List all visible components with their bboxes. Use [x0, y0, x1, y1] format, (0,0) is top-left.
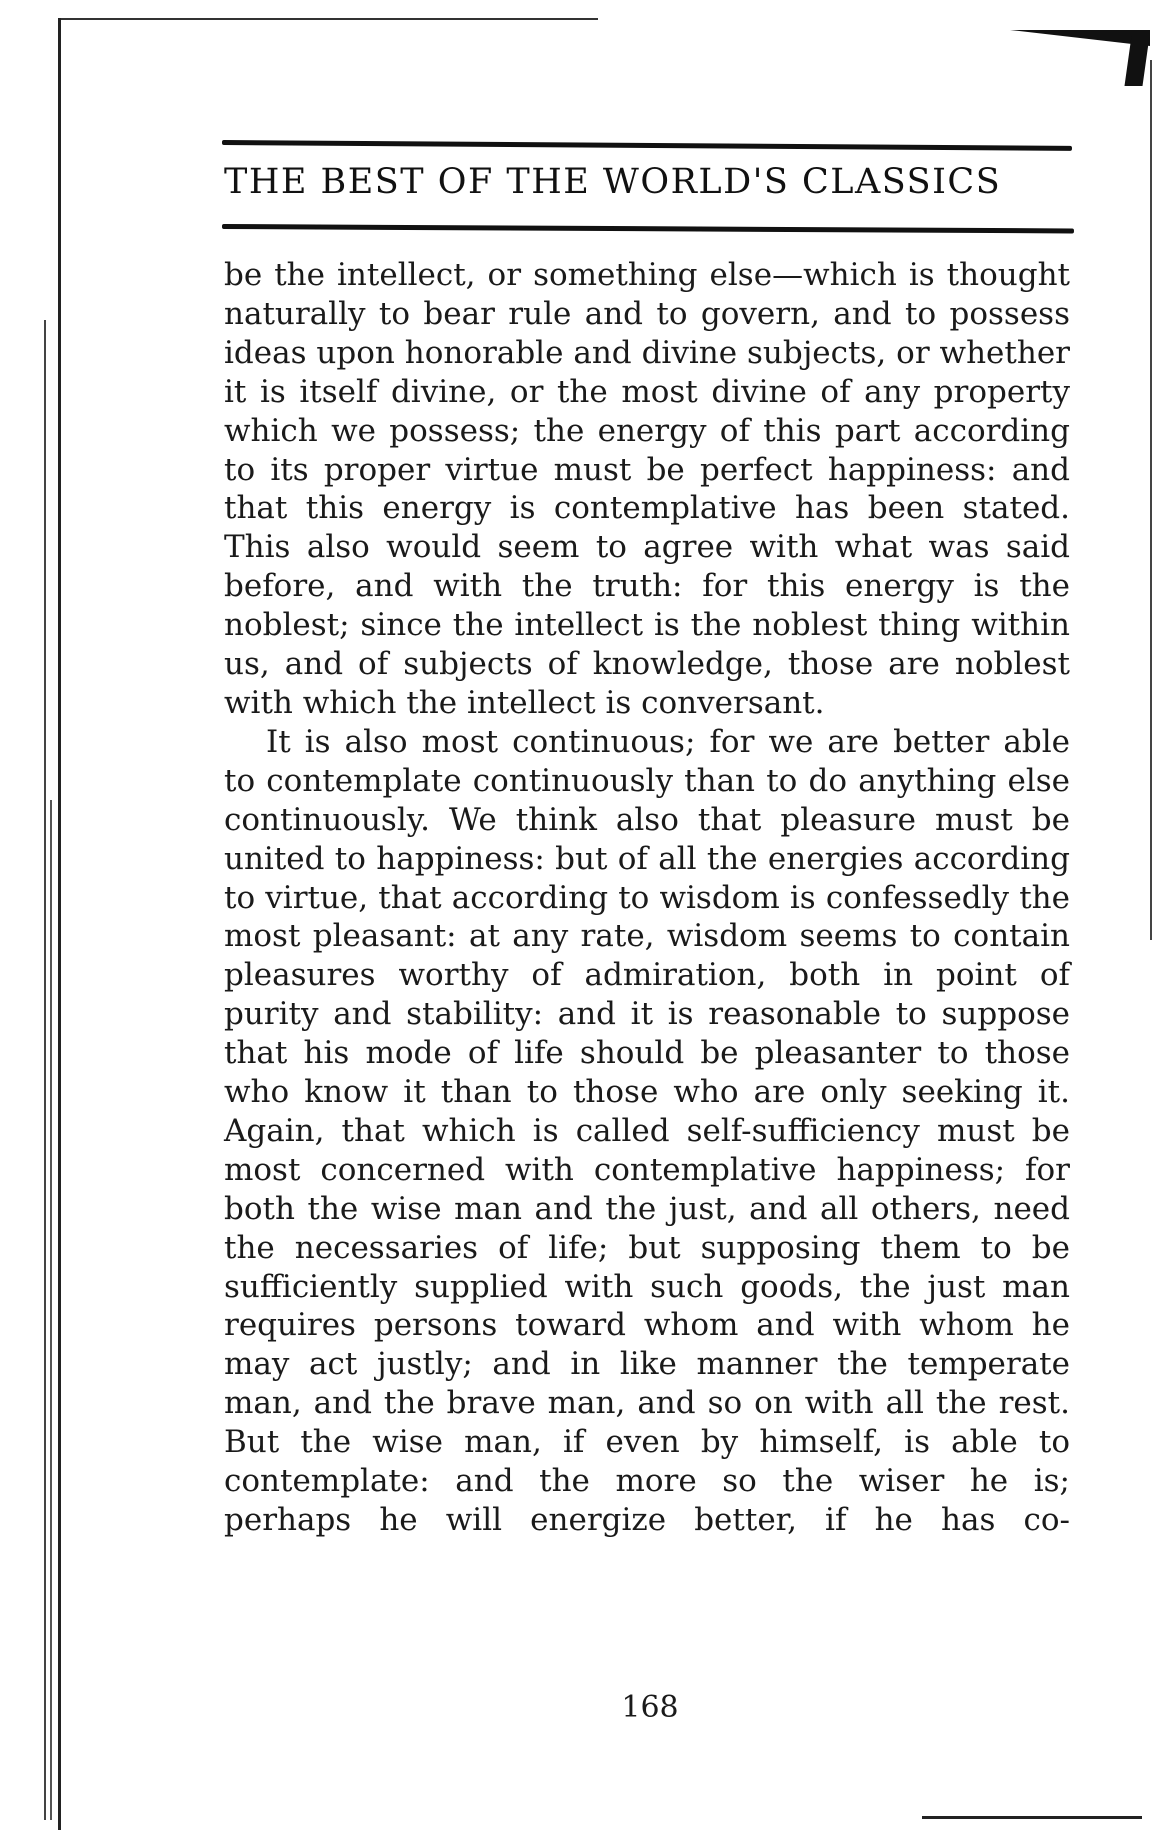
scan-edge-bottom [922, 1816, 1142, 1819]
scan-edge-top [58, 18, 598, 20]
header-rule-top [222, 140, 1072, 151]
page-number: 168 [621, 1690, 679, 1725]
scan-edge-left [58, 18, 61, 1830]
scan-edge-left-inner-2 [50, 800, 52, 1820]
body-text [224, 256, 1070, 1540]
scan-edge-right [1150, 60, 1152, 940]
scan-corner-shadow [1010, 30, 1150, 46]
running-head: THE BEST OF THE WORLD'S CLASSICS [224, 162, 1002, 202]
header-rule-bottom [222, 224, 1074, 233]
paragraph-2: It is also most continuous; for we are better able to contemplate continuously than to do anything else continuously. We think also that pleasure must be united to happiness: but of all the energies according to virtue, that according to wisdom is confessedly the most pleasant: at any rate, wisdom seems to contain pleasures worthy of admiration, both in point of purity and stability: and it is reasonable to suppose that his mode of life should be pleasanter to those who know it than to those who are only seeking it. Again, that which is called self-sufficiency must be most concerned with contemplative happiness; for both the wise man and the just, and all others, need the necessaries of life; but supposing them to be sufficiently supplied with such goods, the just man requires persons toward whom and with whom he may act justly; and in like manner the temperate man, and the brave man, and so on with all the rest. But the wise man, if even by himself, is able to contemplate: and the more so the wiser he is; perhaps he will energize better, if he has co- [224, 723, 1070, 1538]
scan-edge-left-inner [44, 320, 46, 1820]
paragraph-1: be the intellect, or something else—which is thought naturally to bear rule and to govern, and to possess ideas upon honorable and divine subjects, or whether it is itself divine, or the most divine of any property which we possess; the energy of this part according to its proper virtue must be perfect happiness: and that this energy is contemplative has been stated. This also would seem to agree with what was said before, and with the truth: for this energy is the noblest; since the intellect is the noblest thing within us, and of subjects of knowledge, those are noblest with which the intellect is conversant. [224, 257, 1070, 721]
